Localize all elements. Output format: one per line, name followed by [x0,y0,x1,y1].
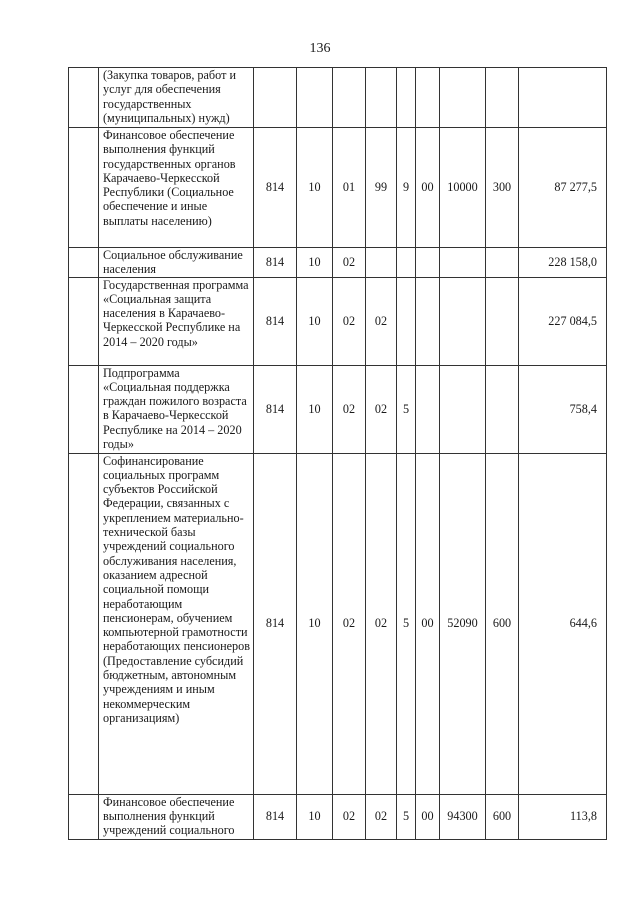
program-cell [366,68,397,128]
program-cell: 02 [366,453,397,794]
main-activity-cell [416,68,440,128]
adm-cell: 814 [254,365,297,453]
table-row [69,277,607,365]
expense-type-cell [486,68,519,128]
table-row [69,365,607,453]
program-cell: 99 [366,128,397,248]
direction-cell: 94300 [440,794,486,839]
row-number-cell [69,277,99,365]
row-number-cell [69,248,99,278]
razdel-cell [297,68,333,128]
row-number-cell [69,128,99,248]
program-cell [366,248,397,278]
table-row [69,794,607,839]
subprogram-cell: 5 [397,365,416,453]
razdel-cell: 10 [297,453,333,794]
row-number-cell [69,365,99,453]
amount-cell: 758,4 [519,365,607,453]
amount-cell: 228 158,0 [519,248,607,278]
page-number: 136 [309,41,331,56]
direction-cell: 52090 [440,453,486,794]
adm-cell: 814 [254,248,297,278]
adm-cell: 814 [254,453,297,794]
main-activity-cell: 00 [416,128,440,248]
razdel-cell: 10 [297,794,333,839]
podrazdel-cell: 02 [333,277,366,365]
expense-type-cell: 600 [486,794,519,839]
podrazdel-cell: 02 [333,794,366,839]
amount-cell: 644,6 [519,453,607,794]
main-activity-cell [416,277,440,365]
amount-cell [519,68,607,128]
main-activity-cell: 00 [416,794,440,839]
adm-cell [254,68,297,128]
direction-cell [440,277,486,365]
podrazdel-cell: 01 [333,128,366,248]
row-name-cell: (Закупка товаров, работ и услуг для обеспечения государственных (муниципальных) нужд) [99,68,254,128]
subprogram-cell [397,68,416,128]
main-activity-cell: 00 [416,453,440,794]
program-cell: 02 [366,794,397,839]
row-name-cell: Подпрограмма «Социальная поддержка граждан пожилого возраста в Карачаево-Черкесской Республике на 2014 – 2020 годы» [99,365,254,453]
adm-cell: 814 [254,277,297,365]
row-number-cell [69,794,99,839]
row-number-cell [69,68,99,128]
razdel-cell: 10 [297,277,333,365]
adm-cell: 814 [254,794,297,839]
row-name-cell: Социальное обслуживание населения [99,248,254,278]
amount-cell: 87 277,5 [519,128,607,248]
expense-type-cell [486,248,519,278]
podrazdel-cell: 02 [333,365,366,453]
row-name-cell: Государственная программа «Социальная защита населения в Карачаево-Черкесской Республике на 2014 – 2020 годы» [99,277,254,365]
razdel-cell: 10 [297,128,333,248]
program-cell: 02 [366,365,397,453]
expense-type-cell [486,277,519,365]
budget-table [68,67,607,840]
podrazdel-cell: 02 [333,248,366,278]
subprogram-cell: 9 [397,128,416,248]
table-row [69,453,607,794]
adm-cell: 814 [254,128,297,248]
subprogram-cell [397,248,416,278]
amount-cell: 227 084,5 [519,277,607,365]
table-body [69,68,607,840]
direction-cell [440,365,486,453]
row-name-cell: Финансовое обеспечение выполнения функций учреждений социального [99,794,254,839]
direction-cell [440,68,486,128]
expense-type-cell [486,365,519,453]
podrazdel-cell [333,68,366,128]
subprogram-cell: 5 [397,453,416,794]
row-name-cell: Софинансирование социальных программ субъектов Российской Федерации, связанных с укреплением материально-технической базы учреждений социального обслуживания населения, оказанием адресной социальной помощи неработающим пенсионерам, обучением компьютерной грамотности неработающих пенсионеров (Предоставление субсидий бюджетным, автономным учреждениям и иным некоммерческим организациям) [99,453,254,794]
podrazdel-cell: 02 [333,453,366,794]
subprogram-cell: 5 [397,794,416,839]
direction-cell [440,248,486,278]
row-number-cell [69,453,99,794]
amount-cell: 113,8 [519,794,607,839]
expense-type-cell: 300 [486,128,519,248]
razdel-cell: 10 [297,248,333,278]
expense-type-cell: 600 [486,453,519,794]
main-activity-cell [416,248,440,278]
direction-cell: 10000 [440,128,486,248]
main-activity-cell [416,365,440,453]
table-row [69,128,607,248]
table-row [69,248,607,278]
table-row [69,68,607,128]
row-name-cell: Финансовое обеспечение выполнения функций государственных органов Карачаево-Черкесской Республики (Социальное обеспечение и иные выплаты населению) [99,128,254,248]
subprogram-cell [397,277,416,365]
program-cell: 02 [366,277,397,365]
razdel-cell: 10 [297,365,333,453]
